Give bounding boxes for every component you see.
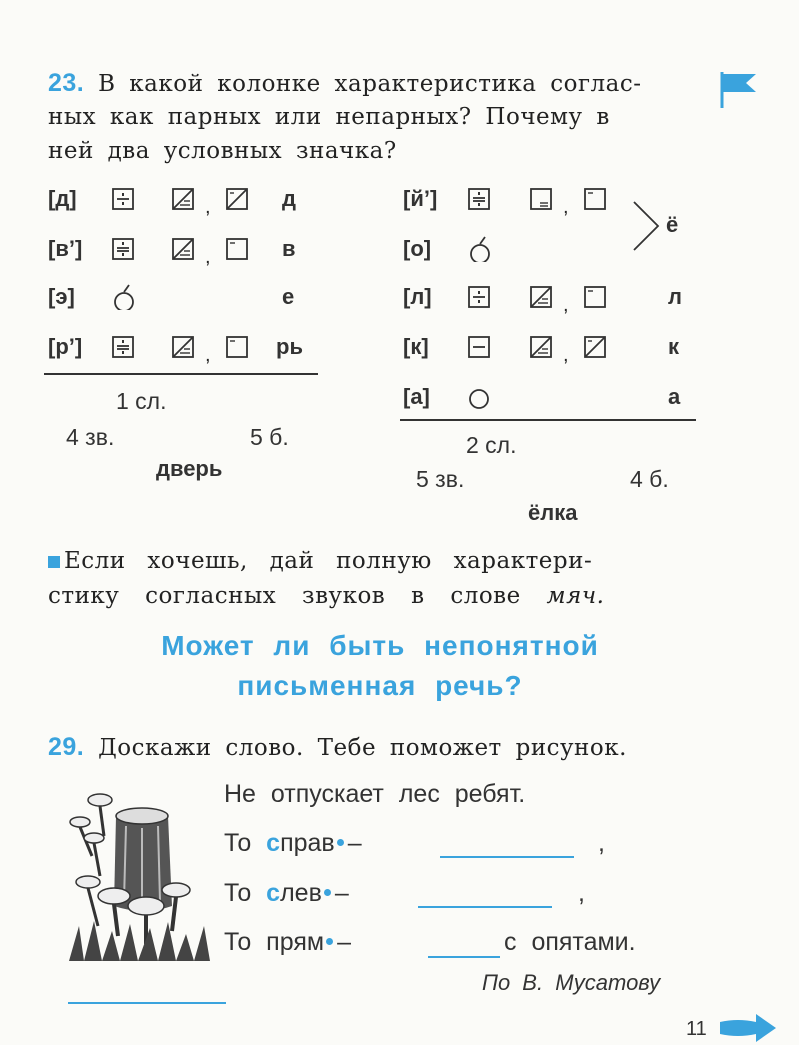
letter-label: е bbox=[282, 284, 295, 309]
sound-label: [й’] bbox=[403, 186, 438, 211]
comma: , bbox=[205, 246, 211, 268]
page-number: 11 bbox=[686, 1018, 707, 1040]
soft-unpaired-icon bbox=[584, 286, 606, 308]
task-number: 23. bbox=[48, 69, 85, 97]
answer-blank-title[interactable] bbox=[68, 1002, 226, 1004]
letter-count: 4 б. bbox=[630, 466, 669, 492]
sound-label: [р’] bbox=[48, 334, 83, 359]
sound-label: [к] bbox=[403, 334, 429, 359]
task-23-line-1: 23. В какой колонке характеристика соглас- bbox=[48, 69, 642, 97]
extra-task-line-1: Если хочешь, дай полную характери- bbox=[48, 544, 592, 578]
flag-icon bbox=[718, 70, 760, 110]
word-label: ёлка bbox=[528, 500, 578, 525]
sound-count: 5 зв. bbox=[416, 466, 465, 492]
letter-label: д bbox=[282, 186, 296, 211]
comma: , bbox=[205, 344, 211, 366]
soft-paired-icon bbox=[584, 336, 606, 358]
next-arrow-icon[interactable] bbox=[718, 1012, 778, 1044]
word-italic: мяч. bbox=[546, 583, 605, 609]
soft-unpaired-icon bbox=[584, 188, 606, 210]
sound-label: [в’] bbox=[48, 236, 83, 261]
letter-label: в bbox=[282, 236, 296, 261]
letter-count: 5 б. bbox=[250, 424, 289, 450]
sound-label: [д] bbox=[48, 186, 77, 211]
sound-count: 4 зв. bbox=[66, 424, 115, 450]
letter-label: ё bbox=[666, 212, 679, 237]
hard-paired-icon bbox=[172, 238, 194, 260]
dot-icon bbox=[326, 938, 333, 945]
square-bullet-icon bbox=[48, 556, 60, 568]
vowel-stressed-icon bbox=[468, 236, 492, 262]
sound-label: [э] bbox=[48, 284, 75, 309]
poem-comma: , bbox=[578, 879, 585, 907]
author-credit: По В. Мусатову bbox=[482, 970, 661, 995]
answer-blank-3[interactable] bbox=[428, 956, 500, 958]
poem-line-2: То справ – bbox=[224, 829, 362, 857]
letter-label: к bbox=[668, 334, 680, 359]
poem-line-1: Не отпускает лес ребят. bbox=[224, 780, 526, 808]
comma: , bbox=[563, 196, 569, 218]
soft-paired-icon bbox=[226, 188, 248, 210]
hard-paired-icon bbox=[530, 286, 552, 308]
sound-label: [а] bbox=[403, 384, 430, 409]
voiced-unpaired-icon bbox=[468, 188, 490, 210]
hard-paired-icon bbox=[172, 336, 194, 358]
hard-paired-icon bbox=[172, 188, 194, 210]
divider-line bbox=[400, 419, 696, 421]
task-number: 29. bbox=[48, 733, 85, 761]
syllable-count: 2 сл. bbox=[466, 432, 517, 458]
voiced-unpaired-icon bbox=[112, 238, 134, 260]
voiced-paired-icon bbox=[468, 286, 490, 308]
task-29-line: 29. Доскажи слово. Тебе поможет рисунок. bbox=[48, 733, 627, 761]
section-heading-line-2: письменная речь? bbox=[237, 670, 523, 701]
vowel-stressed-icon bbox=[112, 284, 136, 310]
poem-line-3: То слев – bbox=[224, 879, 349, 907]
voiced-unpaired-icon bbox=[112, 336, 134, 358]
answer-blank-2[interactable] bbox=[418, 906, 552, 908]
poem-line-4-end: с опятами. bbox=[504, 928, 636, 956]
sound-label: [л] bbox=[403, 284, 432, 309]
voiceless-icon bbox=[468, 336, 490, 358]
comma: , bbox=[563, 344, 569, 366]
soft-unpaired-icon bbox=[226, 238, 248, 260]
hard-paired-icon bbox=[530, 336, 552, 358]
syllable-count: 1 сл. bbox=[116, 388, 167, 414]
stump-with-mushrooms-illustration bbox=[64, 786, 214, 966]
comma: , bbox=[205, 196, 211, 218]
voiced-paired-icon bbox=[112, 188, 134, 210]
letter-label: рь bbox=[276, 334, 303, 359]
answer-blank-1[interactable] bbox=[440, 856, 574, 858]
bracket-icon bbox=[632, 200, 662, 252]
extra-task-line-2: стику согласных звуков в слове мяч. bbox=[48, 583, 605, 609]
poem-comma: , bbox=[598, 829, 605, 857]
section-heading-line-1: Может ли быть непонятной bbox=[161, 630, 599, 661]
task-23-line-2: ных как парных или непарных? Почему в bbox=[48, 104, 610, 130]
letter-label: а bbox=[668, 384, 681, 409]
task-23-line-3: ней два условных значка? bbox=[48, 138, 397, 164]
divider-line bbox=[44, 373, 318, 375]
comma: , bbox=[563, 294, 569, 316]
dot-icon bbox=[337, 839, 344, 846]
dot-icon bbox=[324, 889, 331, 896]
word-label: дверь bbox=[156, 456, 223, 481]
vowel-unstressed-icon bbox=[468, 388, 490, 410]
poem-line-4: То прям – bbox=[224, 928, 351, 956]
letter-label: л bbox=[668, 284, 682, 309]
soft-unpaired-icon bbox=[226, 336, 248, 358]
hard-unpaired-icon bbox=[530, 188, 552, 210]
sound-label: [о] bbox=[403, 236, 432, 261]
